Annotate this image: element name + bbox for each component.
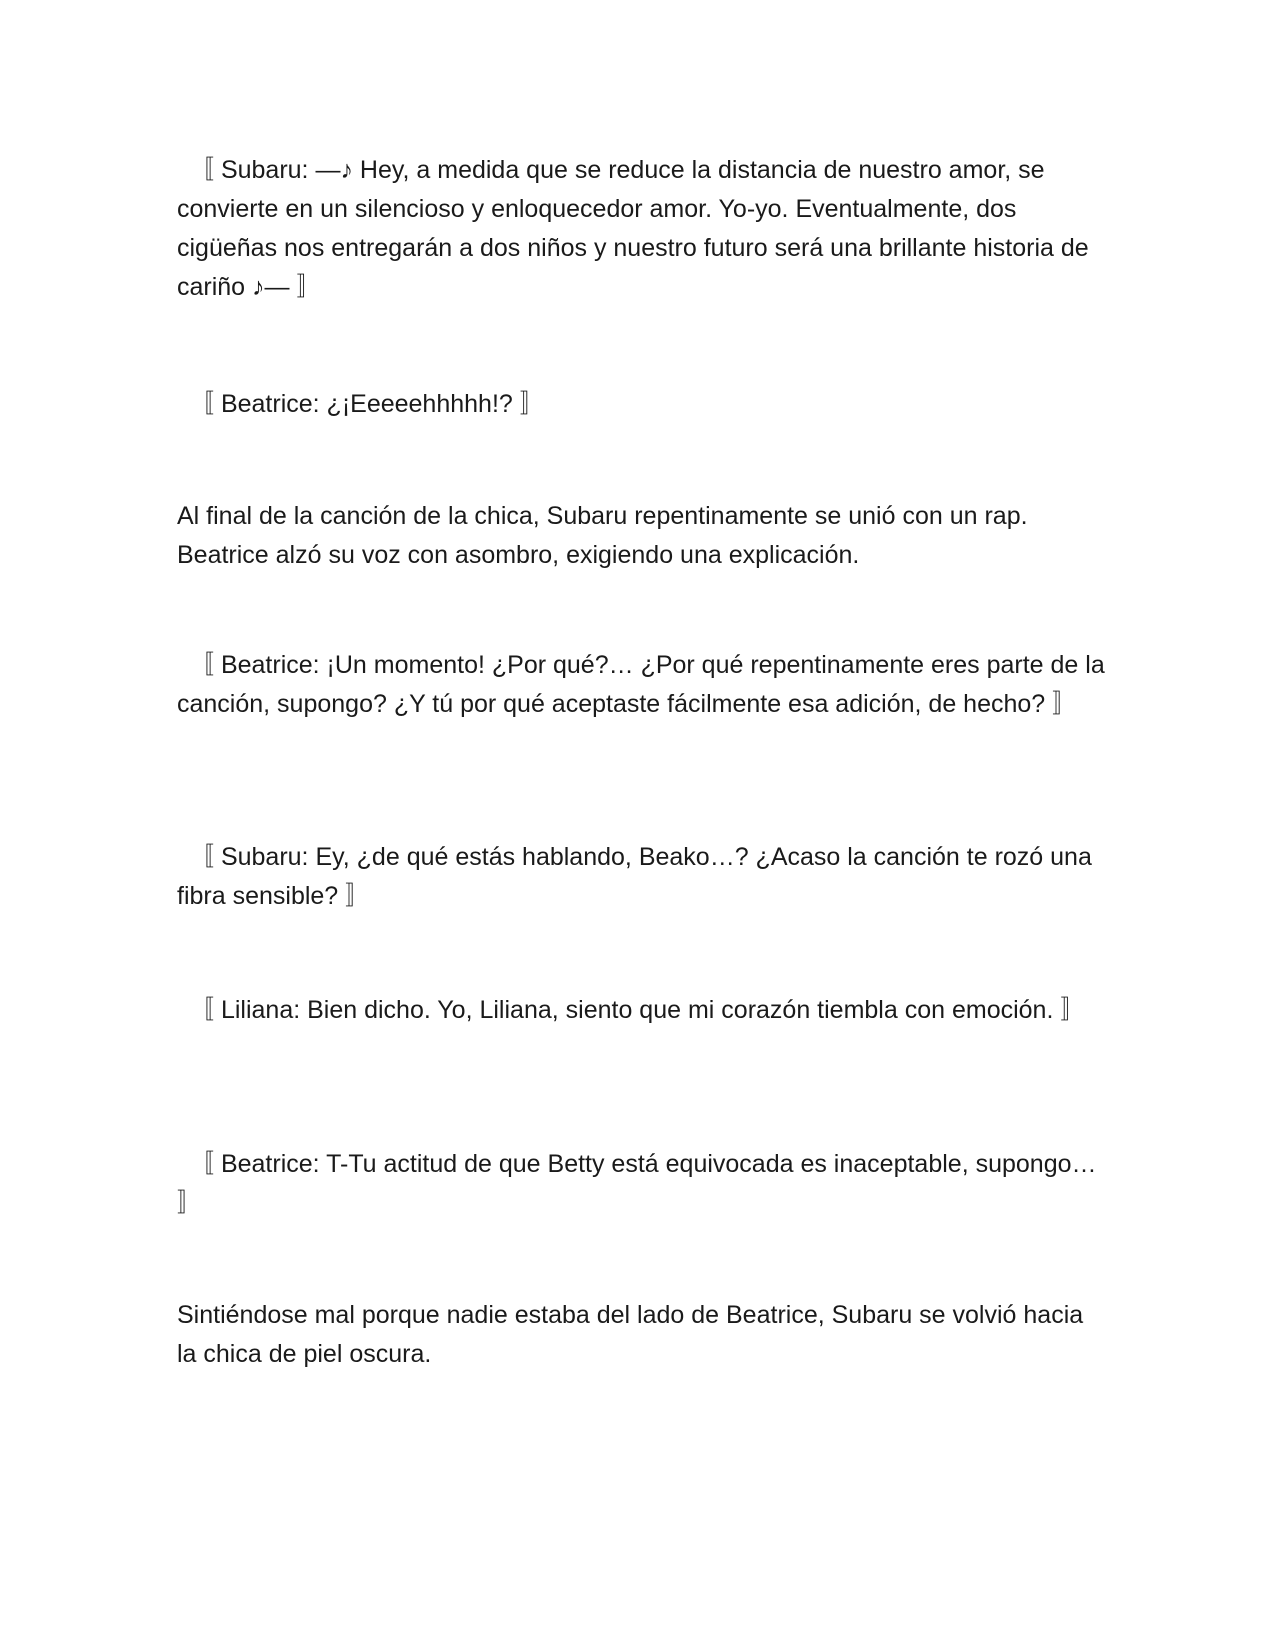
dialogue-beatrice-protest: 〚 Beatrice: T-Tu actitud de que Betty está equivocada es inaceptable, supongo… 〛 bbox=[177, 1150, 1097, 1217]
dialogue-subaru-rap: 〚 Subaru: —♪ Hey, a medida que se reduce la distancia de nuestro amor, se convierte en un silencioso y enloquecedor amor. Yo-yo. Eventualmente, dos cigüeñas nos entregarán a dos niños y nuestro futuro será una brillante historia de cariño ♪— 〛 bbox=[177, 156, 1089, 301]
dialogue-beatrice-exclaim: 〚 Beatrice: ¿¡Eeeeehhhhh!? 〛 bbox=[189, 390, 545, 418]
dialogue-subaru-reply: 〚 Subaru: Ey, ¿de qué estás hablando, Beako…? ¿Acaso la canción te rozó una fibra sensible? 〛 bbox=[177, 843, 1092, 910]
narration-paragraph-final: Sintiéndose mal porque nadie estaba del lado de Beatrice, Subaru se volvió hacia la chica de piel oscura. bbox=[177, 1301, 1084, 1368]
dialogue-beatrice-question: 〚 Beatrice: ¡Un momento! ¿Por qué?… ¿Por qué repentinamente eres parte de la canción, supongo? ¿Y tú por qué aceptaste fácilmente esa adición, de hecho? 〛 bbox=[177, 651, 1105, 718]
narration-paragraph: Al final de la canción de la chica, Subaru repentinamente se unió con un rap. Beatrice alzó su voz con asombro, exigiendo una explicación. bbox=[177, 502, 1028, 569]
dialogue-liliana: 〚 Liliana: Bien dicho. Yo, Liliana, siento que mi corazón tiembla con emoción. 〛 bbox=[189, 996, 1086, 1024]
